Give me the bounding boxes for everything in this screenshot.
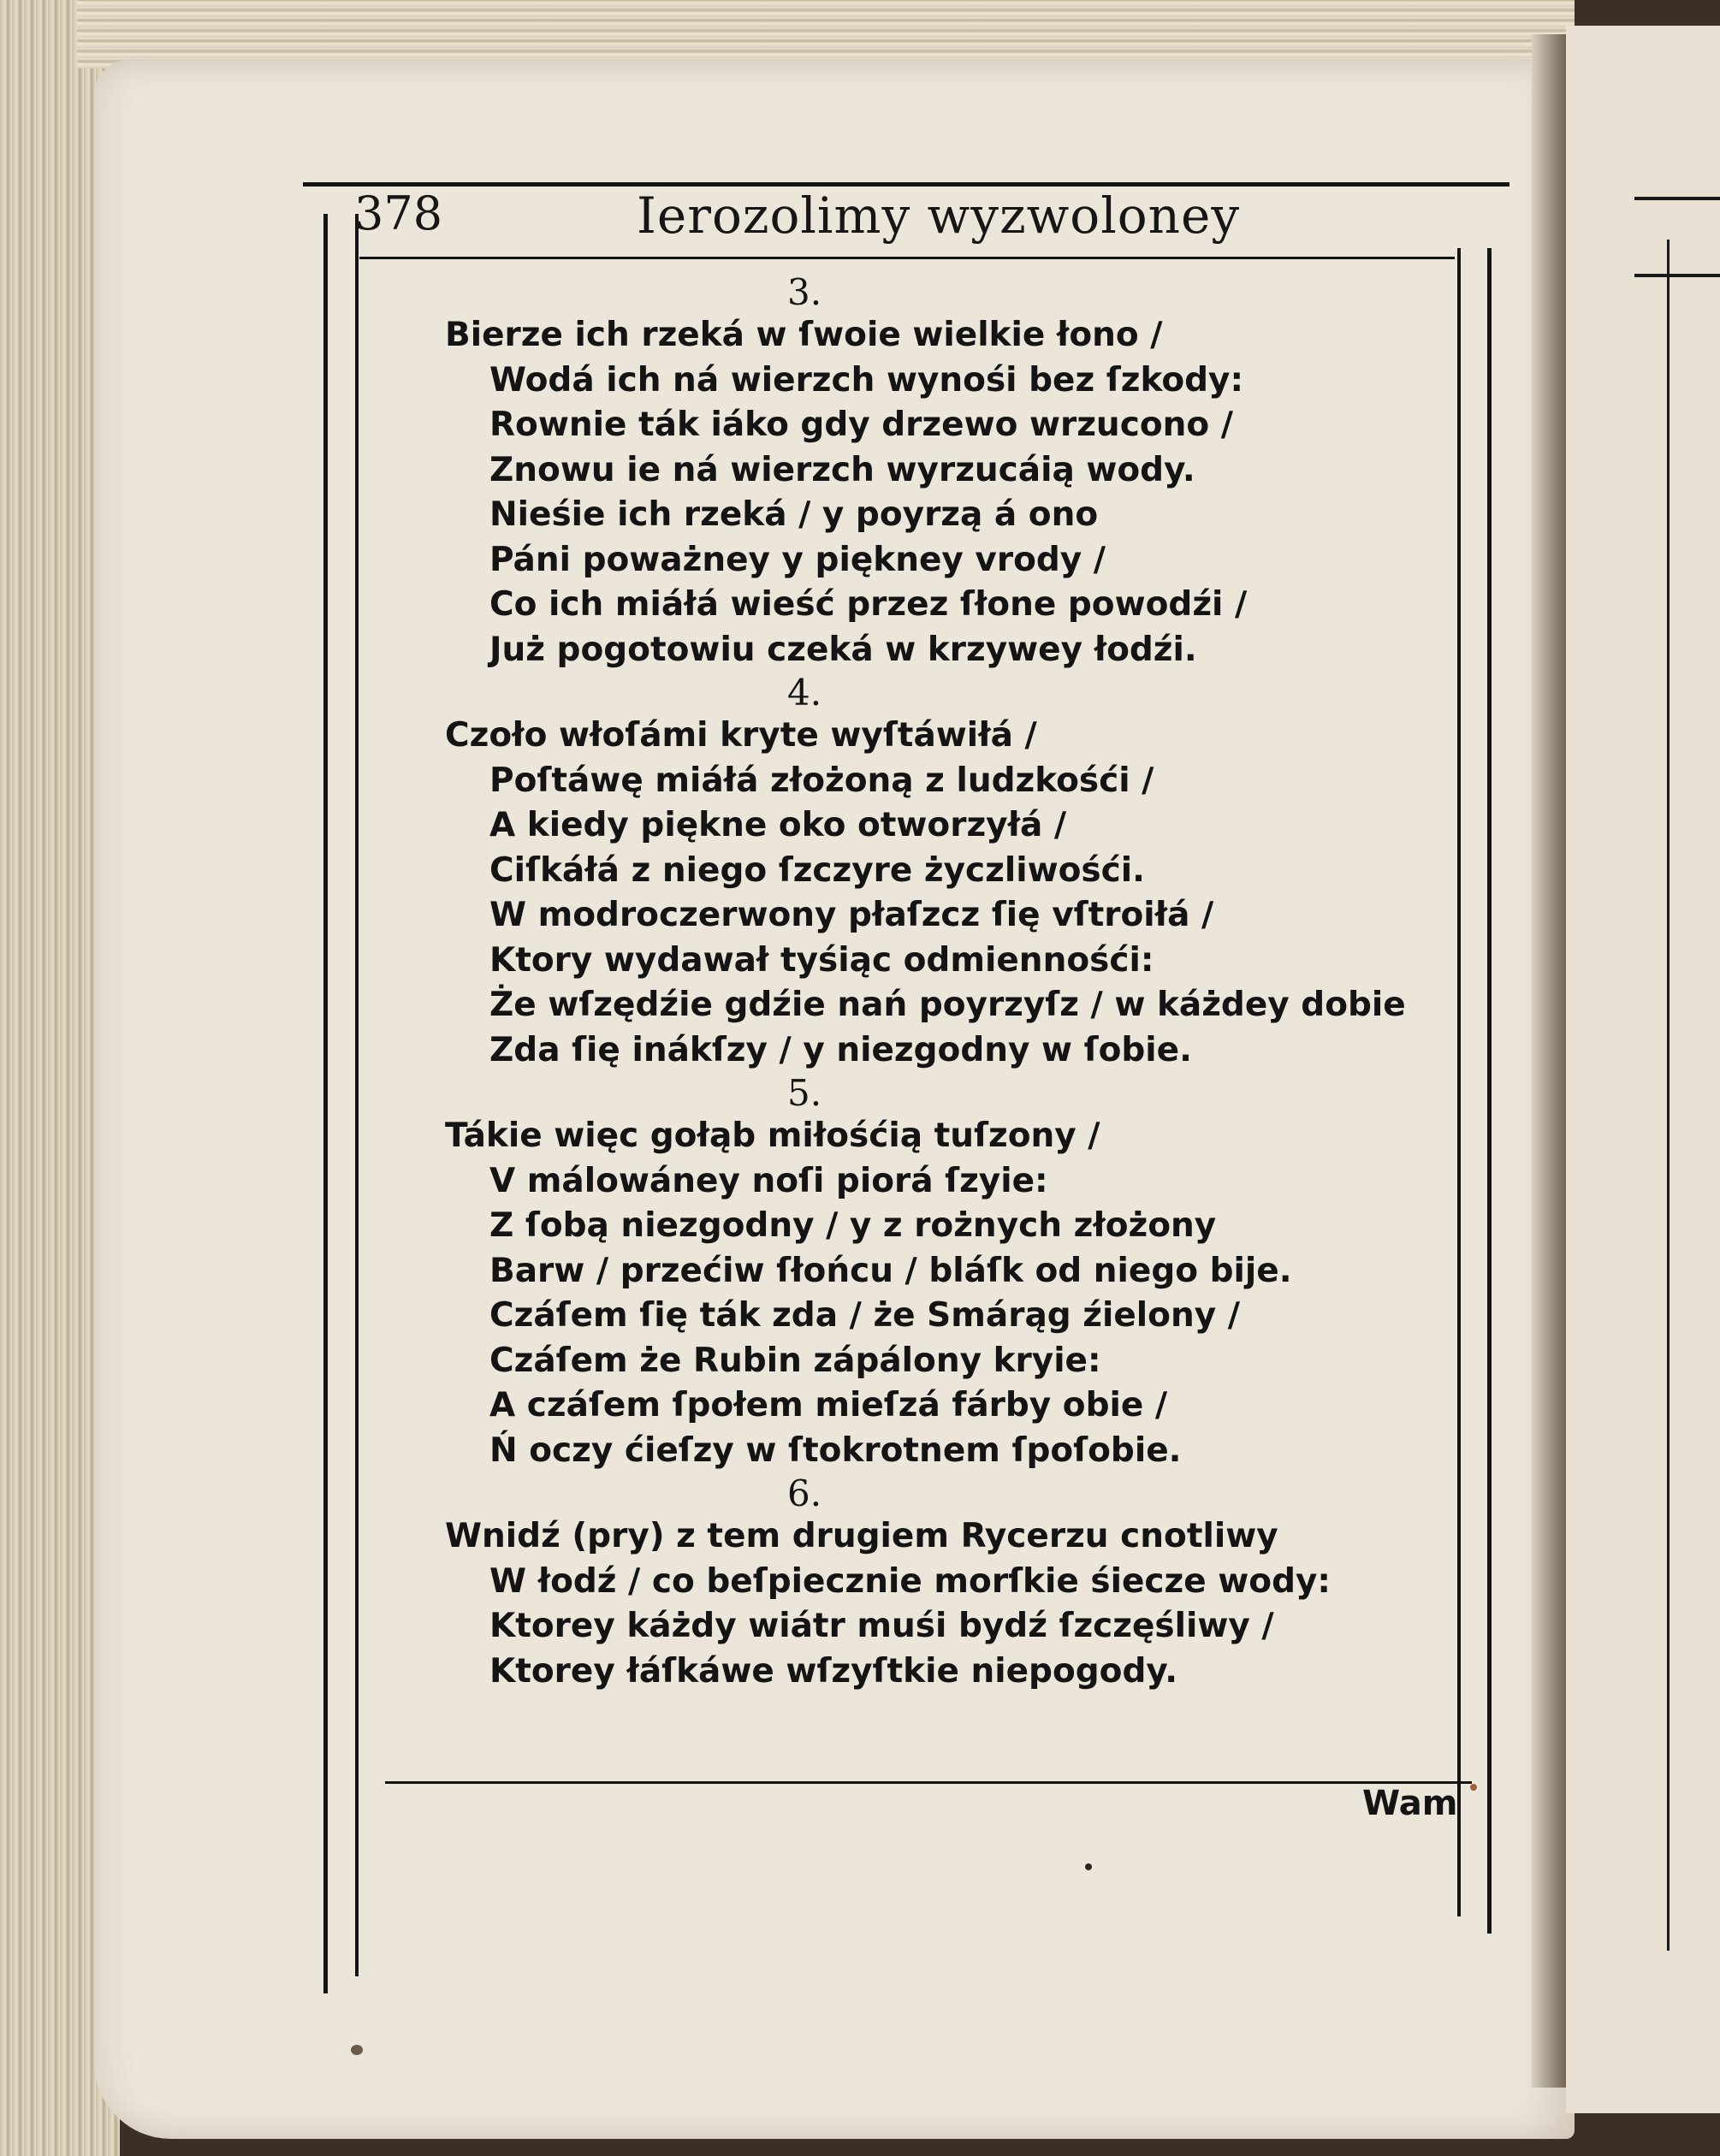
verse-line: Poſtáwę miáłá złożoną z ludzkośći / — [489, 761, 1154, 800]
frame-left-inner-line — [355, 214, 359, 1976]
head-rule — [359, 257, 1455, 259]
verse-line: Czoło włoſámi kryte wyſtáwiłá / — [445, 716, 1037, 755]
frame-right-outer-line — [1487, 248, 1492, 1934]
poem-text — [445, 272, 1455, 1694]
verse-line: Bierze ich rzeká w ſwoie wielkie łono / — [445, 316, 1163, 354]
frame-left-outer-line — [323, 214, 328, 1993]
verse-line: Znowu ie ná wierzch wyrzucáią wody. — [489, 450, 1195, 489]
verse-line: Rownie ták iáko gdy drzewo wrzucono / — [489, 406, 1233, 444]
verse-line: Wodá ich ná wierzch wynośi bez ſzkody: — [489, 360, 1244, 400]
catchword: Wam — [1362, 1784, 1458, 1823]
running-title: Ierozolimy wyzwoloney — [637, 187, 1241, 245]
verse-line: A kiedy piękne oko otworzyłá / — [489, 806, 1067, 844]
verse-line: Ktorey łáſkáwe wſzyſtkie niepogody. — [489, 1651, 1178, 1691]
verse-line: Zda ſię inákſzy / y niezgodny w ſobie. — [489, 1030, 1192, 1069]
verse-line: Czáſem że Rubin zápálony kryie: — [489, 1341, 1101, 1380]
verse-line: Z ſobą niezgodny / y z rożnych złożony — [489, 1206, 1217, 1245]
ink-speck — [1085, 1863, 1092, 1870]
verse-line: Páni poważney y piękney vrody / — [489, 540, 1106, 579]
verse-line: V málowáney noſi piorá ſzyie: — [489, 1161, 1048, 1200]
verse-line: A czáſem ſpołem mieſzá fárby obie / — [489, 1386, 1168, 1424]
facing-page-frame-line — [1667, 240, 1670, 1951]
verse-line: Wnidź (pry) z tem drugiem Rycerzu cnotliwy — [445, 1517, 1278, 1555]
verse-line: Czáſem ſię ták zda / że Smárąg źielony / — [489, 1296, 1240, 1335]
running-head — [354, 187, 1450, 255]
frame-bottom-rule — [385, 1781, 1472, 1784]
page-number: 378 — [354, 187, 443, 240]
verse-line: Ń oczy ćieſzy w ſtokrotnem ſpoſobie. — [489, 1430, 1182, 1470]
verse-line: Że wſzędźie gdźie nań poyrzyſz / w káżdey dobie — [489, 986, 1406, 1024]
verse-line: Ciſkáłá z niego ſzczyre życzliwośći. — [489, 850, 1145, 890]
stanza-number: 3. — [787, 271, 822, 313]
stanza-number: 5. — [787, 1072, 822, 1114]
top-page-edges — [77, 0, 1575, 68]
verse-line: W modroczerwony płaſzcz ſię vſtroiłá / — [489, 896, 1214, 934]
frame-right-inner-line — [1457, 248, 1461, 1916]
verse-line: Nieśie ich rzeká / y poyrzą á ono — [489, 495, 1099, 534]
ink-speck — [1470, 1784, 1477, 1791]
verse-line: Co ich miáłá wieść przez ſłone powodźi / — [489, 585, 1248, 624]
verse-line: Barw / przećiw ſłońcu / bláſk od niego bije. — [489, 1251, 1292, 1290]
facing-page-rule — [1634, 274, 1720, 277]
verse-line: Ktorey káżdy wiátr muśi bydź ſzczęśliwy / — [489, 1607, 1274, 1645]
verse-line: Ktory wydawał tyśiąc odmiennośći: — [489, 940, 1154, 980]
facing-page-rule — [1634, 197, 1720, 200]
ink-speck — [351, 2045, 363, 2055]
stanza-number: 4. — [787, 672, 822, 714]
verse-line: Już pogotowiu czeká w krzywey łodźi. — [489, 630, 1197, 669]
stanza-number: 6. — [787, 1472, 822, 1514]
facing-page — [1566, 26, 1720, 2113]
verse-line: Tákie więc gołąb miłośćią tuſzony / — [445, 1116, 1100, 1155]
verse-line: W łodź / co beſpiecznie morſkie śiecze wody: — [489, 1561, 1332, 1601]
